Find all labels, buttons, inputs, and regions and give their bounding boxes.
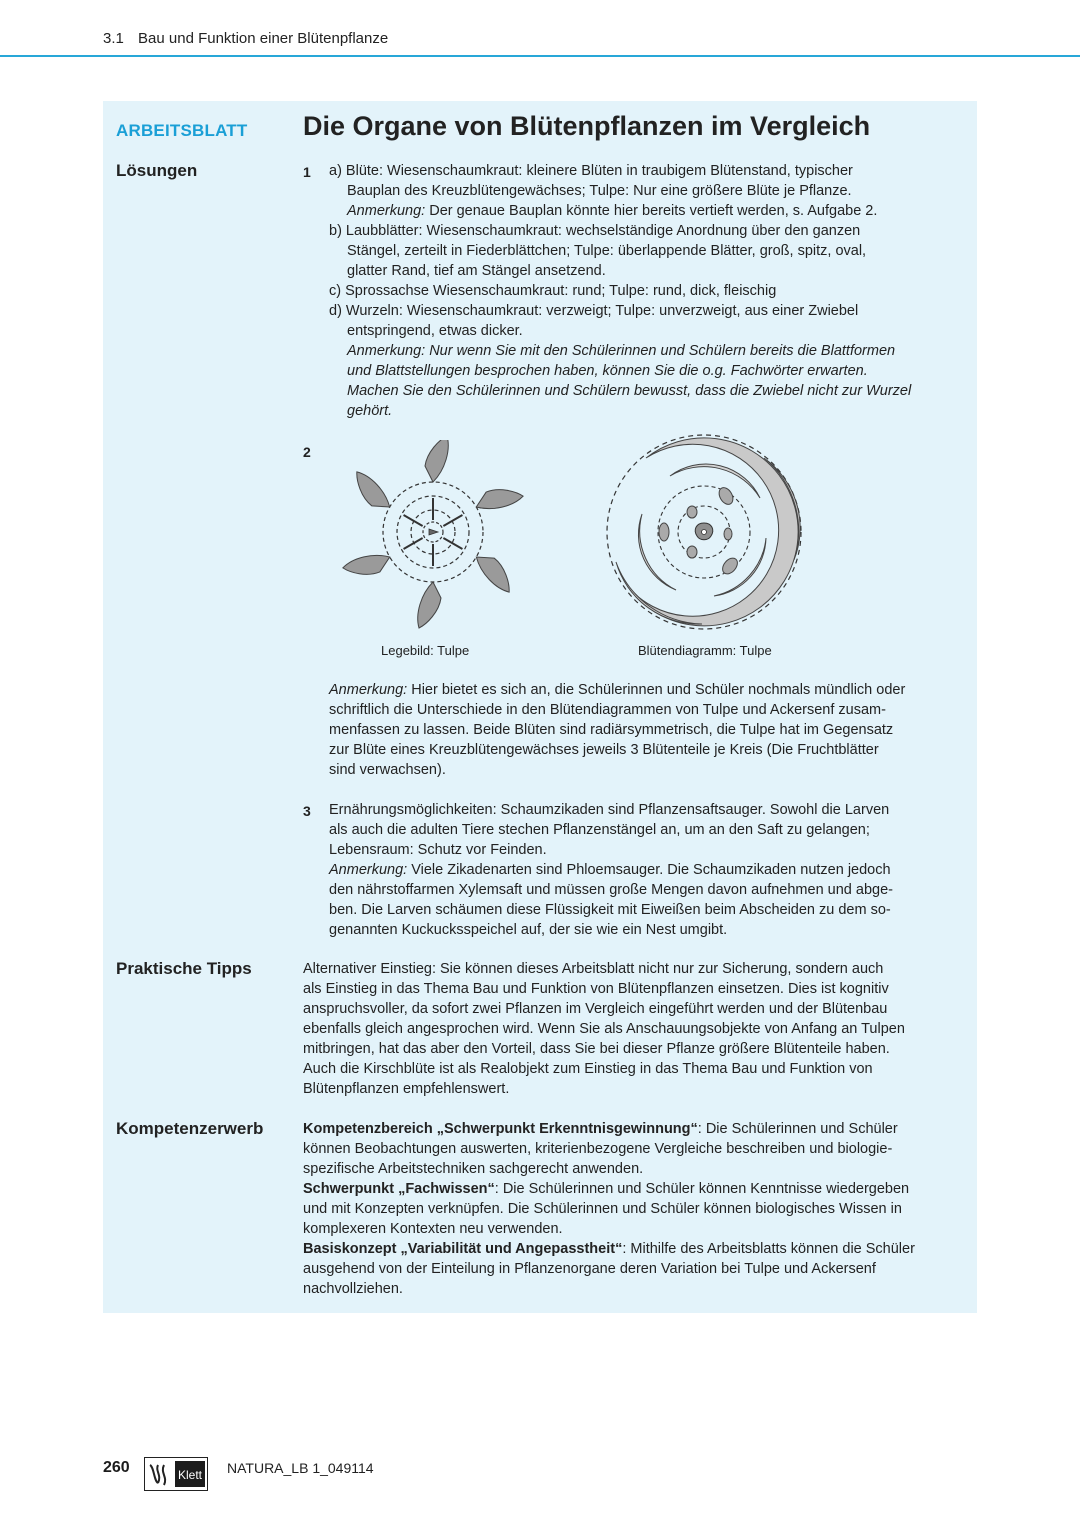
task-3-number: 3 [303,803,311,819]
task-2-note-line: zur Blüte eines Kreuzblütengewächses jeweils 3 Blütenteile je Kreis (Die Fruchtblätter [329,742,879,758]
publisher-name: Klett [177,1468,203,1482]
tips-label: Praktische Tipps [116,959,252,978]
task-3-note-text: Viele Zikadenarten sind Phloemsauger. Die Schaumzikaden nutzen jedoch [407,862,891,878]
competence-heading: Schwerpunkt „Fachwissen“ [303,1181,495,1197]
caption-arrangement: Legebild: Tulpe [381,643,470,658]
competence-heading: Basiskonzept „Variabilität und Angepasstheit“ [303,1241,623,1257]
task-2-note-line: schriftlich die Unterschiede in den Blütendiagrammen von Tulpe und Ackersenf zusam- [329,702,886,718]
task-3-note-line: den nährstoffarmen Xylemsaft und müssen große Mengen davon aufnehmen und abge- [329,882,893,898]
task-1-line: Stängel, zerteilt in Fiederblättchen; Tulpe: überlappende Blätter, groß, spitz, oval, [347,243,867,259]
task-2-note-line [329,680,905,700]
task-3-line: als auch die adulten Tiere stechen Pflanzenstängel an, um an den Saft zu gelangen; [329,822,870,838]
task-1-line: Machen Sie den Schülerinnen und Schülern bewusst, dass die Zwiebel nicht zur Wurzel [347,383,912,399]
task-2-note-text: Hier bietet es sich an, die Schülerinnen und Schüler nochmals mündlich oder [407,682,906,698]
task-1-line: a) Blüte: Wiesenschaumkraut: kleinere Blüten in traubigem Blütenstand, typischer [329,163,853,179]
task-2-note [329,680,905,780]
caption-diagram: Blütendiagramm: Tulpe [638,643,772,658]
task-1-line: Anmerkung: Nur wenn Sie mit den Schülerinnen und Schülern bereits die Blattformen [347,343,896,359]
task-2-note-line: sind verwachsen). [329,762,446,778]
solutions-label: Lösungen [116,161,198,180]
competence-text-part: : Mithilfe des Arbeitsblatts können die Schüler [622,1241,915,1257]
task-1-number: 1 [303,164,311,180]
tips-text [303,959,905,1099]
tips-line: Blütenpflanzen empfehlenswert. [303,1081,510,1097]
competence-line [303,1119,915,1139]
competence-line: nachvollziehen. [303,1281,403,1297]
competence-line: spezifische Arbeitstechniken sachgerecht anwenden. [303,1161,644,1177]
note-prefix: Anmerkung: [347,203,426,219]
competence-text-part: : Die Schülerinnen und Schüler können Kenntnisse wiedergeben [494,1181,910,1197]
task-1-line: Bauplan des Kreuzblütengewächses; Tulpe: Nur eine größere Blüte je Pflanze. [347,183,852,199]
tips-line: mitbringen, hat das aber den Vorteil, dass Sie bei dieser Pflanze größere Blütenteile haben. [303,1041,890,1057]
task-3-text [329,800,893,940]
competence-line: können Beobachtungen auswerten, kriterienbezogene Vergleiche beschreiben und biologie- [303,1141,893,1157]
task-3-note-line [329,860,893,880]
running-header [103,30,388,47]
tips-line: Alternativer Einstieg: Sie können dieses Arbeitsblatt nicht nur zur Sicherung, sondern auch [303,961,884,977]
tips-line: Auch die Kirschblüte ist als Realobjekt zum Einstieg in das Thema Bau und Funktion von [303,1061,873,1077]
task-2-note-line: menfassen zu lassen. Beide Blüten sind radiärsymmetrisch, die Tulpe hat im Gegensatz [329,722,894,738]
tips-line: als Einstieg in das Thema Bau und Funktion von Blütenpflanzen einsetzen. Dies ist kognitiv [303,981,889,997]
task-1-line: c) Sprossachse Wiesenschaumkraut: rund; Tulpe: rund, dick, fleischig [329,283,777,299]
publication-code: NATURA_LB 1_049114 [227,1460,374,1476]
task-1-line: und Blattstellungen besprochen haben, können Sie die o.g. Fachwörter erwarten. [347,363,868,379]
competence-line [303,1239,915,1259]
competence-text [303,1119,915,1299]
klett-logo-icon [144,1457,208,1491]
task-1-line: entspringend, etwas dicker. [347,323,523,339]
tips-line: anspruchsvoller, da sofort zwei Pflanzen im Vergleich eingeführt werden und der Blütenbau [303,1001,888,1017]
section-number: 3.1 [103,30,124,47]
task-3-note-line: ben. Die Larven schäumen diese Flüssigkeit mit Eiweißen beim Abscheiden zu dem so- [329,902,891,918]
note-prefix: Anmerkung: [329,682,408,698]
tips-line: ebenfalls gleich angesprochen wird. Wenn Sie als Anschauungsobjekte von Anfang an Tulpen [303,1021,905,1037]
task-1-line: d) Wurzeln: Wiesenschaumkraut: verzweigt; Tulpe: unverzweigt, aus einer Zwiebel [329,303,859,319]
task-1-line: glatter Rand, tief am Stängel ansetzend. [347,263,606,279]
competence-line: komplexeren Kontexten neu verwenden. [303,1221,563,1237]
page-number: 260 [103,1459,130,1476]
competence-text-part: : Die Schülerinnen und Schüler [697,1121,898,1137]
competence-label: Kompetenzerwerb [116,1119,264,1138]
competence-line: ausgehend von der Einteilung in Pflanzenorgane deren Variation bei Tulpe und Ackersenf [303,1261,876,1277]
task-3-line: Ernährungsmöglichkeiten: Schaumzikaden sind Pflanzensaftsauger. Sowohl die Larven [329,802,890,818]
header-rule [0,55,1080,57]
competence-line [303,1179,915,1199]
tulip-flower-diagram [602,430,807,635]
note-prefix: Anmerkung: [329,862,408,878]
page-title: Die Organe von Blütenpflanzen im Vergleich [303,111,871,141]
worksheet-label: ARBEITSBLATT [116,121,248,140]
task-1-line: gehört. [347,403,393,419]
task-3-line: Lebensraum: Schutz vor Feinden. [329,842,547,858]
task-1-line: b) Laubblätter: Wiesenschaumkraut: wechselständige Anordnung über den ganzen [329,223,861,239]
task-3-note-line: genannten Kuckucksspeichel auf, der sie wie ein Nest umgibt. [329,922,728,938]
task-1-text [329,161,911,421]
task-1-line: Der genaue Bauplan könnte hier bereits vertieft werden, s. Aufgabe 2. [429,203,878,219]
task-2-number: 2 [303,444,311,460]
task-1-note-line [329,201,911,221]
tulip-arrangement-figure [325,440,550,640]
competence-heading: Kompetenzbereich „Schwerpunkt Erkenntnisgewinnung“ [303,1121,698,1137]
section-title: Bau und Funktion einer Blütenpflanze [138,30,389,47]
competence-line: und mit Konzepten verknüpfen. Die Schülerinnen und Schüler können biologisches Wissen in [303,1201,902,1217]
